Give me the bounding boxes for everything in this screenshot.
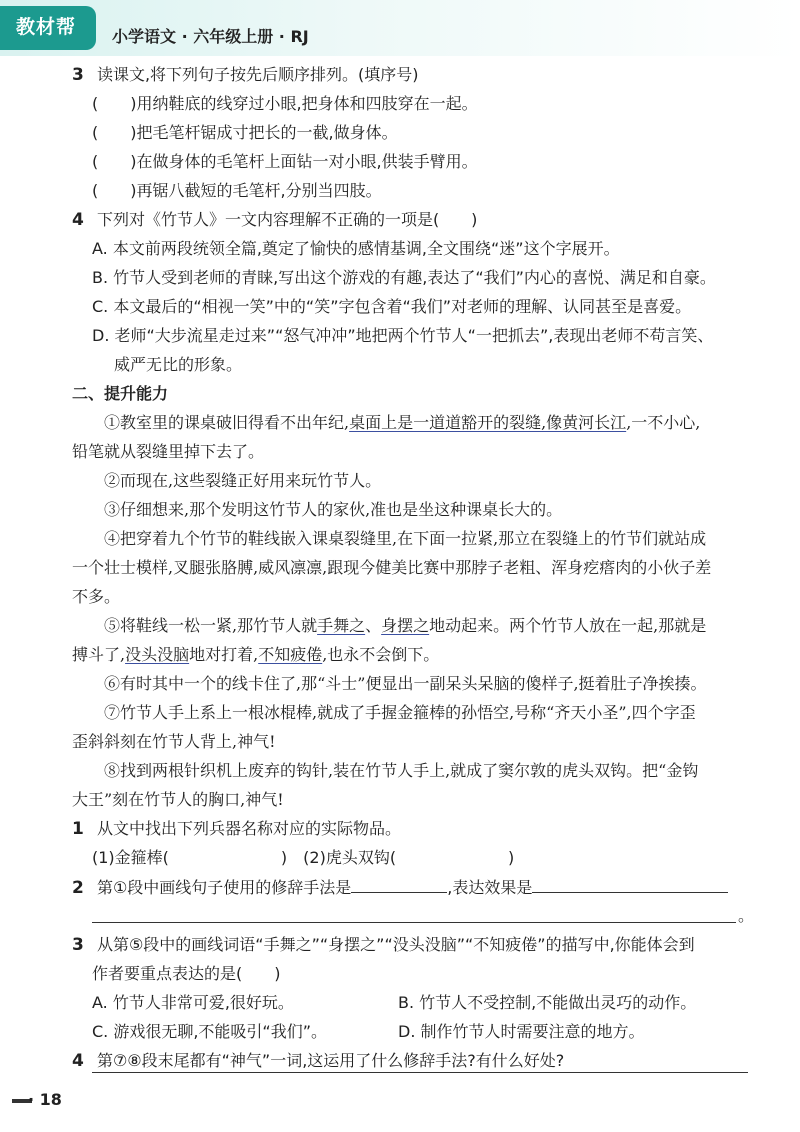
passage-line: 歪斜斜刻在竹节人背上,神气! bbox=[72, 732, 276, 751]
underlined-word: 不知疲倦 bbox=[258, 645, 323, 664]
passage-paragraph-6: ⑥有时其中一个的线卡住了,那“斗士”便显出一副呆头呆脑的傻样子,挺着肚子净挨揍。 bbox=[104, 674, 707, 693]
answer-blank[interactable] bbox=[351, 876, 447, 893]
section-title: 二、提升能力 bbox=[72, 384, 169, 403]
book-title: 小学语文 · 六年级上册 · RJ bbox=[112, 27, 309, 46]
question-3-stem-continued: 作者要重点表达的是( ) bbox=[92, 964, 281, 983]
passage-paragraph-7: ⑦竹节人手上系上一根冰棍棒,就成了手握金箍棒的孙悟空,号称“齐天小圣”,四个字歪 bbox=[104, 703, 696, 722]
question-number: 1 bbox=[72, 819, 84, 839]
passage-paragraph-3: ③仔细想来,那个发明这竹节人的家伙,准也是坐这种课桌长大的。 bbox=[104, 500, 563, 519]
order-item: ( )用纳鞋底的线穿过小眼,把身体和四肢穿在一起。 bbox=[92, 94, 478, 113]
option-c: C. 本文最后的“相视一笑”中的“笑”字包含着“我们”对老师的理解、认同甚至是喜爱。 bbox=[92, 297, 692, 316]
option-d: D. 老师“大步流星走过来”“怒气冲冲”地把两个竹节人“一把抓去”,表现出老师不苟言笑、 bbox=[92, 326, 714, 345]
underlined-word: 没头没脑 bbox=[125, 645, 190, 664]
option-a: A. 本文前两段统领全篇,奠定了愉快的感情基调,全文围绕“迷”这个字展开。 bbox=[92, 239, 620, 258]
question-1-blanks[interactable]: (1)金箍棒( ) (2)虎头双钩( ) bbox=[92, 848, 515, 867]
brand-label: 教材帮 bbox=[16, 16, 77, 38]
question-4-stem: 4 下列对《竹节人》一文内容理解不正确的一项是( ) bbox=[72, 210, 478, 230]
question-number: 3 bbox=[72, 65, 84, 85]
question-2-stem: 2 第①段中画线句子使用的修辞手法是 ,表达效果是 bbox=[72, 876, 728, 899]
option-d-continued: 威严无比的形象。 bbox=[114, 355, 243, 374]
option-b: B. 竹节人不受控制,不能做出灵巧的动作。 bbox=[398, 993, 697, 1012]
answer-line[interactable] bbox=[92, 1072, 748, 1073]
underlined-word: 身摆之 bbox=[381, 616, 430, 635]
passage-paragraph-8: ⑧找到两根针织机上废弃的钩针,装在竹节人手上,就成了窦尔敦的虎头双钩。把“金钩 bbox=[104, 761, 699, 780]
order-item: ( )在做身体的毛笔杆上面钻一对小眼,供装手臂用。 bbox=[92, 152, 478, 171]
page-number: · 18 bbox=[28, 1090, 62, 1109]
passage-line: 一个壮士模样,叉腿张胳膊,威风凛凛,跟现今健美比赛中那脖子老粗、浑身疙瘩肉的小伙子差 bbox=[72, 558, 712, 577]
order-item: ( )把毛笔杆锯成寸把长的一截,做身体。 bbox=[92, 123, 398, 142]
order-item: ( )再锯八截短的毛笔杆,分别当四肢。 bbox=[92, 181, 382, 200]
underlined-sentence: 桌面上是一道道豁开的裂缝,像黄河长江 bbox=[349, 413, 627, 432]
question-1-stem: 1 从文中找出下列兵器名称对应的实际物品。 bbox=[72, 819, 401, 839]
question-3-stem: 3 读课文,将下列句子按先后顺序排列。(填序号) bbox=[72, 65, 419, 85]
option-b: B. 竹节人受到老师的青睐,写出这个游戏的有趣,表达了“我们”内心的喜悦、满足和自豪。 bbox=[92, 268, 716, 287]
passage-line: 不多。 bbox=[72, 587, 121, 606]
passage-paragraph-2: ②而现在,这些裂缝正好用来玩竹节人。 bbox=[104, 471, 382, 490]
option-a: A. 竹节人非常可爱,很好玩。 bbox=[92, 993, 294, 1012]
question-number: 4 bbox=[72, 210, 84, 230]
question-number: 2 bbox=[72, 878, 84, 898]
passage-paragraph-1: ①教室里的课桌破旧得看不出年纪,桌面上是一道道豁开的裂缝,像黄河长江,一不小心, bbox=[104, 413, 701, 432]
answer-blank[interactable] bbox=[532, 876, 728, 893]
end-mark: 。 bbox=[738, 906, 755, 925]
passage-paragraph-5: ⑤将鞋线一松一紧,那竹节人就手舞之、身摆之地动起来。两个竹节人放在一起,那就是 bbox=[104, 616, 707, 635]
question-4-stem: 4 第⑦⑧段末尾都有“神气”一词,这运用了什么修辞手法?有什么好处? bbox=[72, 1051, 565, 1071]
question-number: 4 bbox=[72, 1051, 84, 1071]
passage-line: 铅笔就从裂缝里掉下去了。 bbox=[72, 442, 265, 461]
option-c: C. 游戏很无聊,不能吸引“我们”。 bbox=[92, 1022, 328, 1041]
passage-paragraph-4: ④把穿着九个竹节的鞋线嵌入课桌裂缝里,在下面一拉紧,那立在裂缝上的竹节们就站成 bbox=[104, 529, 707, 548]
passage-line: 大王”刻在竹节人的胸口,神气! bbox=[72, 790, 284, 809]
underlined-word: 手舞之 bbox=[317, 616, 366, 635]
answer-line[interactable] bbox=[92, 922, 736, 923]
passage-line: 搏斗了,没头没脑地对打着,不知疲倦,也永不会倒下。 bbox=[72, 645, 440, 664]
question-3-stem: 3 从第⑤段中的画线词语“手舞之”“身摆之”“没头没脑”“不知疲倦”的描写中,你能体会到 bbox=[72, 935, 695, 955]
option-d: D. 制作竹节人时需要注意的地方。 bbox=[398, 1022, 645, 1041]
question-number: 3 bbox=[72, 935, 84, 955]
